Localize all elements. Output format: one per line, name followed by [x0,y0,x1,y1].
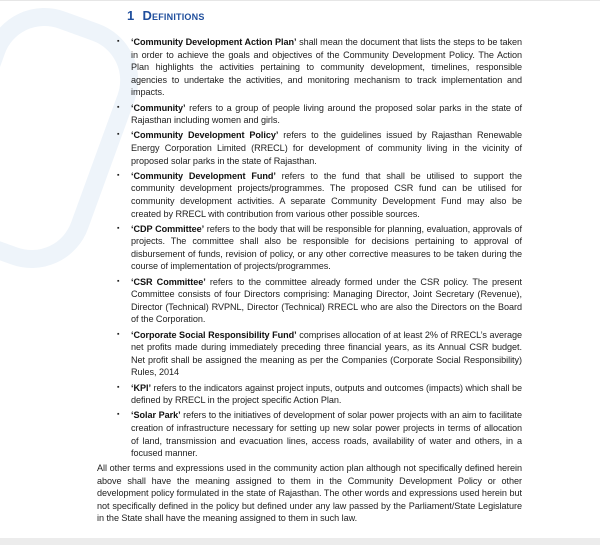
section-title: Definitions [142,8,205,23]
closing-paragraph: All other terms and expressions used in the community action plan although not specifically defined herein above shall have the meaning assigned to them in the Community Development Policy or other development policy formulated in the state of Rajasthan. The other words and expressions used herein but not specifically defined in the policy but defined under any law passed by the Parliament/State Legislature in the State shall have the meaning assigned to them in such law. [97,463,522,524]
bullet-icon: ▪ [117,103,120,111]
definition-item [117,36,522,99]
bullet-icon: ▪ [117,38,120,45]
definition-term: ‘Solar Park’ [131,410,181,421]
definitions-list [117,36,522,462]
definition-text: refers to the guidelines issued by Rajasthan Renewable Energy Corporation Limited (RRECL) for development of community living in the vicinity of proposed solar parks in the state of Rajasthan. [131,130,523,166]
definition-text: refers to a group of people living around the proposed solar parks in the state of Rajasthan including women and girls. [131,102,522,126]
definition-item [117,409,522,459]
definition-term: ‘KPI’ [131,382,151,393]
definition-text: refers to the initiatives of development of solar power projects with an aim to facilitate creation of infrastructure necessary for setting up new solar power projects in terms of allocation of land, transmission and evacuation lines, access roads, availability of water and others, in a focused manner. [131,410,522,459]
definition-term: ‘Community Development Action Plan’ [131,37,297,47]
section-number: 1 [127,8,135,23]
definition-text: shall mean the document that lists the steps to be taken in order to achieve the goals and objectives of the Community Development Policy. The Action Plan highlights the activities pertaining to community development, timelines, responsible agencies to undertake the activities, and monitoring mechanism to track implementation and impacts. [131,37,522,98]
page-top-border [0,0,600,1]
bullet-icon: ▪ [117,277,120,285]
definition-term: ‘Community Development Fund’ [131,170,276,181]
bullet-icon: ▪ [117,411,120,419]
definition-item [117,170,522,220]
bullet-icon: ▪ [117,383,120,391]
definition-term: ‘CDP Committee’ [131,223,205,234]
definition-item [117,129,522,167]
definition-term: ‘Corporate Social Responsibility Fund’ [131,329,297,340]
definition-item [117,223,522,273]
page-bottom-border [0,538,600,545]
section-heading [127,8,205,23]
definition-term: ‘Community Development Policy’ [131,130,279,141]
bullet-icon: ▪ [117,171,120,179]
definition-term: ‘CSR Committee’ [131,276,206,287]
definition-text: refers to the committee already formed under the CSR policy. The present Committee consists of four Directors comprising: Managing Director, Joint Secretary (Revenue), Director (Technical) RVPNL, Director (Technical) RRECL who are also the Directors on the Board of the Corporation. [131,276,522,325]
definition-term: ‘Community’ [131,102,186,113]
bullet-icon: ▪ [117,131,120,139]
definition-text: refers to the indicators against project inputs, outputs and outcomes (impacts) which shall be defined by RRECL in the project specific Action Plan. [131,382,522,406]
definition-text: refers to the fund that shall be utilised to support the community development projects/programmes. The proposed CSR fund can be utilised for community development activities. A separate Community Development Fund may also be created by RRECL with contribution from various other possible sources. [131,170,522,219]
definition-item [117,276,522,326]
definition-item [117,382,522,407]
definition-text: refers to the body that will be responsible for planning, evaluation, approvals of projects. The committee shall also be responsible for decisions pertaining to approval of disbursement of funds, revision of policy, or any other corrective measures to be taken during the course of implementation of projects/programmes. [131,223,522,272]
definition-text: comprises allocation of at least 2% of RRECL’s average net profits made during immediately preceding three financial years, as its Annual CSR budget. Net profit shall be assigned the meaning as per the Companies (Corporate Social Responsibility) Rules, 2014 [131,329,522,378]
definition-item [117,329,522,379]
bullet-icon: ▪ [117,330,120,338]
definition-item [117,102,522,127]
bullet-icon: ▪ [117,224,120,232]
